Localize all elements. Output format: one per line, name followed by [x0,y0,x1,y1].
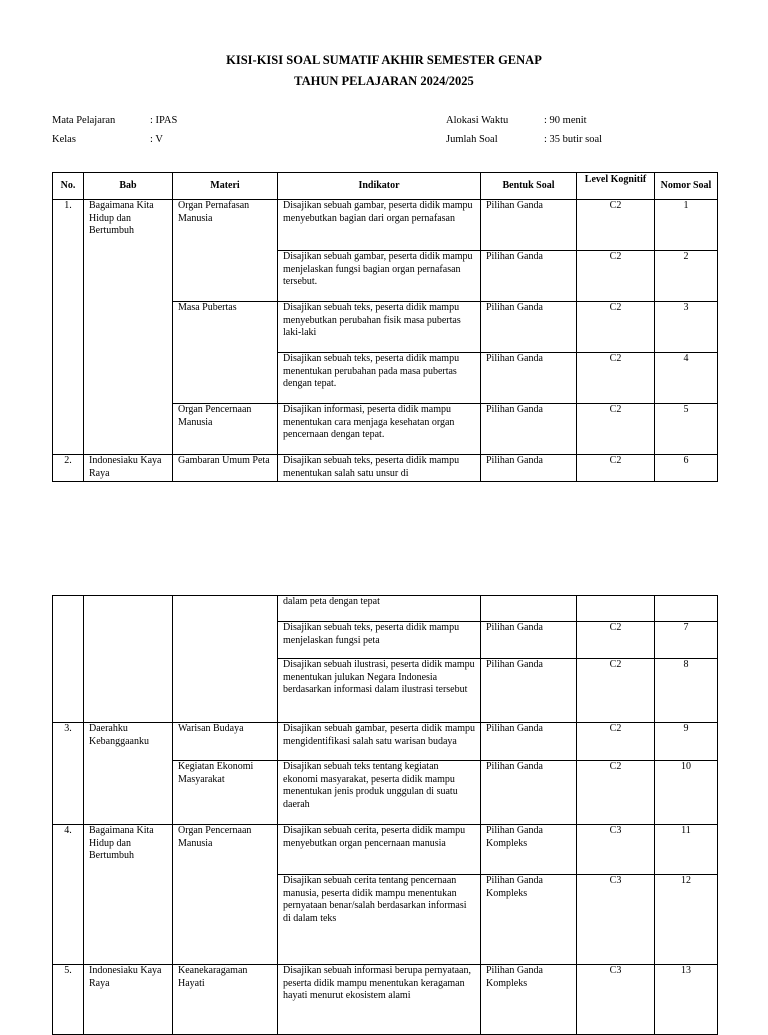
row-no: 3. [53,723,84,825]
row-materi [173,596,278,723]
row-no: 5. [53,965,84,1035]
header-bab: Bab [84,173,173,200]
row-bentuk: Pilihan Ganda Kompleks [481,965,577,1035]
row-indikator: Disajikan sebuah cerita, peserta didik mampu menyebutkan organ pencernaan manusia [278,825,481,875]
row-level: C3 [577,825,655,875]
row-bentuk: Pilihan Ganda [481,455,577,482]
row-no: 1. [53,200,84,455]
header-bentuk: Bentuk Soal [481,173,577,200]
row-materi: Warisan Budaya [173,723,278,761]
alokasi-label: Alokasi Waktu [446,115,509,126]
mapel-label: Mata Pelajaran [52,115,116,126]
row-level: C2 [577,659,655,723]
row-level: C2 [577,353,655,404]
row-materi: Keanekaragaman Hayati [173,965,278,1035]
row-bab: Indonesiaku Kaya Raya [84,965,173,1035]
header-materi: Materi [173,173,278,200]
row-materi: Masa Pubertas [173,302,278,404]
row-indikator: Disajikan sebuah teks, peserta didik mampu menyebutkan perubahan fisik masa pubertas laki-laki [278,302,481,353]
row-materi: Organ Pernafasan Manusia [173,200,278,302]
row-no: 2. [53,455,84,482]
row-materi: Organ Pencernaan Manusia [173,404,278,455]
row-bentuk: Pilihan Ganda [481,353,577,404]
row-indikator: Disajikan sebuah ilustrasi, peserta didik mampu menentukan julukan Negara Indonesia berdasarkan informasi dalam ilustrasi tersebut [278,659,481,723]
alokasi-value: : 90 menit [544,115,587,126]
row-indikator: Disajikan sebuah gambar, peserta didik mampu mengidentifikasi salah satu warisan budaya [278,723,481,761]
row-level: C3 [577,875,655,965]
header-indikator: Indikator [278,173,481,200]
table-row [53,200,718,251]
row-bentuk: Pilihan Ganda Kompleks [481,875,577,965]
row-bab [84,596,173,723]
row-indikator: Disajikan sebuah teks, peserta didik mampu menentukan perubahan pada masa pubertas dengan tepat. [278,353,481,404]
jumlah-value: : 35 butir soal [544,134,603,145]
row-indikator: Disajikan sebuah gambar, peserta didik mampu menjelaskan fungsi bagian organ pernafasan tersebut. [278,251,481,302]
row-level: C2 [577,622,655,659]
row-level: C2 [577,404,655,455]
header-nomor: Nomor Soal [655,173,718,200]
row-materi: Organ Pencernaan Manusia [173,825,278,965]
table-row [53,723,718,761]
row-materi: Kegiatan Ekonomi Masyarakat [173,761,278,825]
row-nomor: 9 [655,723,718,761]
row-bentuk: Pilihan Ganda [481,761,577,825]
row-nomor: 3 [655,302,718,353]
row-level: C2 [577,200,655,251]
row-level: C2 [577,723,655,761]
row-indikator: Disajikan sebuah cerita tentang pencernaan manusia, peserta didik mampu menentukan pernyataan benar/salah berdasarkan informasi di dalam teks [278,875,481,965]
row-bab: Indonesiaku Kaya Raya [84,455,173,482]
row-indikator: Disajikan informasi, peserta didik mampu menentukan cara menjaga kesehatan organ pencernaan dengan tepat. [278,404,481,455]
row-nomor: 6 [655,455,718,482]
row-indikator: Disajikan sebuah teks, peserta didik mampu menjelaskan fungsi peta [278,622,481,659]
kelas-value: : V [150,134,163,145]
header-no: No. [53,173,84,200]
row-bab: Daerahku Kebanggaanku [84,723,173,825]
row-indikator: Disajikan sebuah teks tentang kegiatan ekonomi masyarakat, peserta didik mampu menentukan jenis produk unggulan di suatu daerah [278,761,481,825]
kelas-label: Kelas [52,134,76,145]
row-bab: Bagaimana Kita Hidup dan Bertumbuh [84,200,173,455]
row-bentuk: Pilihan Ganda [481,622,577,659]
row-nomor: 5 [655,404,718,455]
row-indikator: Disajikan sebuah informasi berupa pernyataan, peserta didik mampu menentukan keragaman hayati menurut ekosistem alami [278,965,481,1035]
row-nomor: 13 [655,965,718,1035]
row-bentuk: Pilihan Ganda [481,404,577,455]
kisi-table-part2 [52,595,718,1035]
table-row [53,455,718,482]
row-indikator: Disajikan sebuah teks, peserta didik mampu menentukan salah satu unsur di [278,455,481,482]
table-row [53,825,718,875]
row-nomor: 4 [655,353,718,404]
header-level: Level Kognitif [577,173,655,200]
row-level: C2 [577,251,655,302]
table-row [53,965,718,1035]
table-row [53,596,718,622]
table-header-row [53,173,718,200]
row-level: C3 [577,965,655,1035]
row-nomor: 12 [655,875,718,965]
row-bentuk: Pilihan Ganda [481,200,577,251]
document-title: KISI-KISI SOAL SUMATIF AKHIR SEMESTER GENAP [226,53,542,67]
row-nomor [655,596,718,622]
row-bentuk: Pilihan Ganda [481,251,577,302]
row-nomor: 2 [655,251,718,302]
row-nomor: 1 [655,200,718,251]
kisi-table-part1 [52,172,718,482]
row-bentuk [481,596,577,622]
row-level: C2 [577,455,655,482]
row-no [53,596,84,723]
row-level: C2 [577,761,655,825]
mapel-value: : IPAS [150,115,178,126]
row-level: C2 [577,302,655,353]
row-bentuk: Pilihan Ganda [481,302,577,353]
row-indikator: Disajikan sebuah gambar, peserta didik mampu menyebutkan bagian dari organ pernafasan [278,200,481,251]
row-bab: Bagaimana Kita Hidup dan Bertumbuh [84,825,173,965]
row-bentuk: Pilihan Ganda Kompleks [481,825,577,875]
row-nomor: 11 [655,825,718,875]
row-nomor: 7 [655,622,718,659]
row-indikator: dalam peta dengan tepat [278,596,481,622]
document-subtitle: TAHUN PELAJARAN 2024/2025 [294,74,474,88]
row-no: 4. [53,825,84,965]
jumlah-label: Jumlah Soal [446,134,498,145]
row-nomor: 10 [655,761,718,825]
row-bentuk: Pilihan Ganda [481,659,577,723]
row-level [577,596,655,622]
row-materi: Gambaran Umum Peta [173,455,278,482]
row-bentuk: Pilihan Ganda [481,723,577,761]
row-nomor: 8 [655,659,718,723]
